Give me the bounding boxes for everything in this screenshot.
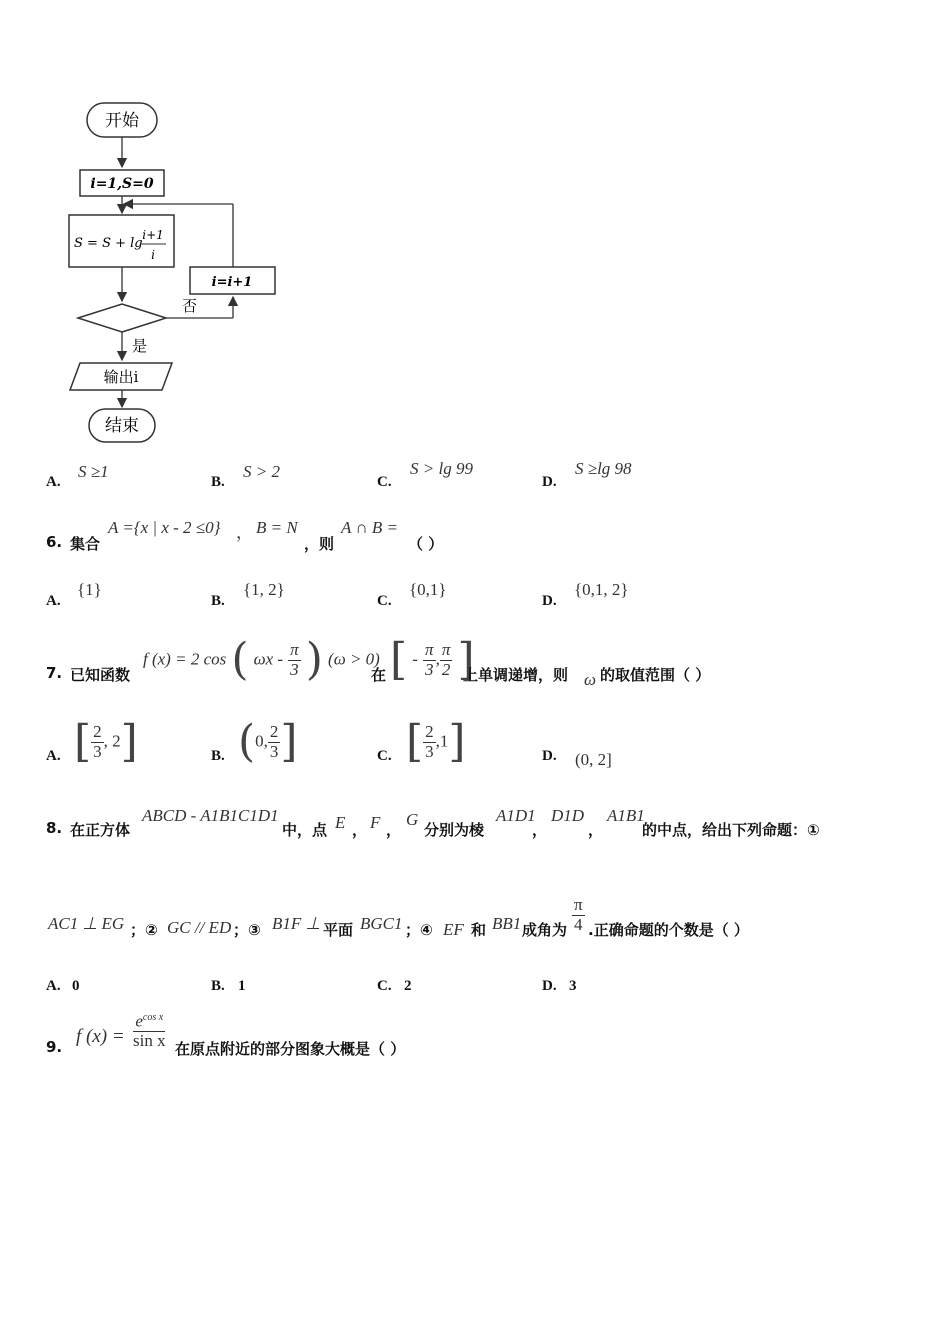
q8-semi1: ；② (130, 921, 158, 939)
q7-prefix: 已知函数 (70, 666, 131, 684)
q8-line1-d: 的中点，给出下列命题：① (642, 821, 820, 839)
q7-d-label: D. (542, 748, 557, 764)
q7-pi: π (290, 639, 299, 659)
flowchart (60, 95, 290, 450)
q8-cube: ABCD - A1B1C1D1 (142, 806, 279, 825)
q8-pi: π (574, 895, 583, 914)
q6-number: 6. (46, 533, 63, 551)
q8-E: E (335, 813, 346, 832)
q6-mid: ，则 (304, 535, 335, 553)
q5-d-label: D. (542, 474, 557, 490)
increment-label: i=i+1 (211, 275, 253, 290)
q9-text: 在原点附近的部分图象大概是（ ） (175, 1040, 406, 1058)
q5-b-text: S > 2 (243, 462, 280, 481)
init-label: i=1,S=0 (90, 176, 154, 192)
q7-int-two: 2 (441, 659, 451, 679)
q8-F: F (370, 813, 381, 832)
q9-exp: cos x (142, 1012, 164, 1023)
q9-number: 9. (46, 1038, 63, 1056)
q6-setA: A ={x | x - 2 ≤0} (108, 518, 221, 537)
q5-a-text: S ≥1 (78, 462, 109, 481)
q8-pi-over-4 (572, 896, 585, 934)
q7-b-pre: 0, (255, 731, 268, 751)
q7-int-three: 3 (425, 659, 434, 679)
q8-a-text: 0 (72, 978, 80, 994)
q7-pi-over-3 (288, 641, 301, 679)
q8-semi3: ；④ (405, 921, 433, 939)
q7-int-pi2: π (441, 639, 451, 659)
q7-suffix2: 的取值范围（ ） (600, 666, 711, 684)
q8-p4a: EF (443, 920, 464, 939)
q7-suffix: 上单调递增，则 (463, 666, 569, 684)
output-label: 输出i (103, 368, 139, 386)
q6-d-label: D. (542, 593, 557, 609)
q7-c-label: C. (377, 748, 392, 764)
q6-b-text: {1, 2} (243, 580, 285, 599)
q6-expr: A ∩ B = (341, 518, 398, 537)
q7-func-left: f (x) = 2 cos (143, 649, 227, 669)
q8-four: 4 (574, 914, 583, 934)
process-label: S = S + lg (74, 236, 143, 251)
q8-p3a: B1F ⊥ (272, 914, 321, 933)
q7-func-inner: ωx - (253, 649, 284, 669)
q6-paren: （ ） (408, 535, 444, 553)
q7-neg-pi-over-3 (423, 641, 436, 679)
q7-rbracket: ] (457, 634, 475, 685)
q8-b-label: B. (211, 978, 225, 994)
q7-number: 7. (46, 664, 63, 682)
q7-omega: ω (584, 670, 597, 689)
q7-a-num: 2 (93, 721, 102, 741)
q8-number: 8. (46, 819, 63, 837)
q8-plane: 平面 (323, 921, 354, 939)
q7-c-num: 2 (425, 721, 434, 741)
q8-p2: GC // ED (167, 918, 232, 937)
q7-b-num: 2 (269, 721, 279, 741)
q8-c-text: 2 (404, 978, 412, 994)
q5-a-label: A. (46, 474, 61, 490)
q7-lparen: ( (231, 634, 249, 685)
q6-b-label: B. (211, 593, 225, 609)
process-den: i (151, 248, 155, 262)
q9-func: f (x) = (76, 1026, 125, 1047)
q8-c-label: C. (377, 978, 392, 994)
q8-edge3: A1B1 (607, 806, 645, 825)
q5-c-text: S > lg 99 (410, 459, 473, 478)
end-label: 结束 (105, 416, 139, 436)
q8-d-label: D. (542, 978, 557, 994)
q7-a-text: [ $\frac{2}{3}$ , 2] (74, 716, 138, 767)
q7-b-text: (0, $\frac{2}{3}$ ] (238, 716, 298, 767)
q7-mid: 在 (371, 666, 387, 684)
q8-angle: 成角为 (522, 921, 568, 939)
q7-d-text: (0, 2] (575, 750, 612, 769)
start-label: 开始 (105, 111, 139, 131)
q8-sep1: ， (352, 821, 368, 839)
q9-fraction (131, 1012, 168, 1051)
q6-a-text: {1} (77, 580, 102, 599)
q6-prefix: 集合 (70, 535, 101, 553)
q8-tail: .正确命题的个数是（ ） (588, 921, 749, 939)
q8-edge2: D1D (551, 806, 585, 825)
q8-a-label: A. (46, 978, 61, 994)
q7-a-label: A. (46, 748, 61, 764)
q6-d-text: {0,1, 2} (574, 580, 629, 599)
q9-num: e (135, 1011, 143, 1031)
q7-three: 3 (290, 659, 299, 679)
q7-int-pi1: π (425, 639, 434, 659)
q8-semi2: ；③ (233, 921, 261, 939)
q8-p4b: BB1 (492, 914, 522, 933)
q6-c-text: {0,1} (409, 580, 447, 599)
q7-b-label: B. (211, 748, 225, 764)
q8-and: 和 (471, 921, 487, 939)
q8-p1: AC1 ⊥ EG (48, 914, 125, 933)
q7-lbracket: [ (390, 634, 408, 685)
process-num: i+1 (142, 228, 164, 242)
q7-a-rest: , 2 (103, 731, 121, 751)
q7-c-den: 3 (425, 741, 434, 761)
q8-sep2: ， (386, 821, 402, 839)
q7-rparen: ) (305, 634, 323, 685)
q8-line1-b: 中，点 (282, 821, 328, 839)
q8-G: G (406, 810, 419, 829)
q5-c-label: C. (377, 474, 392, 490)
no-label: 否 (182, 297, 198, 315)
q7-cond: (ω > 0) (328, 649, 380, 669)
q6-setB: B = N (256, 518, 298, 537)
q7-c-rest: ,1 (435, 731, 449, 751)
q7-a-den: 3 (93, 741, 102, 761)
q7-pi-over-2 (440, 641, 453, 679)
q8-line1-a: 在正方体 (70, 821, 131, 839)
q8-line1-c: 分别为棱 (424, 821, 485, 839)
q5-d-text: S ≥lg 98 (575, 459, 632, 478)
q8-b-text: 1 (238, 978, 246, 994)
q5-b-label: B. (211, 474, 225, 490)
q8-sep4: ， (588, 821, 604, 839)
q6-comma: ， (236, 523, 253, 542)
q6-c-label: C. (377, 593, 392, 609)
q8-edge1: A1D1 (496, 806, 536, 825)
q7-interval: [ - $\frac{\pi}{3}$ , $\frac{\pi}{2}$ ] (390, 634, 475, 685)
q7-function (143, 634, 380, 685)
decision-node (78, 304, 166, 332)
q9-den: sin x (133, 1031, 166, 1051)
yes-label: 是 (132, 337, 148, 355)
q7-b-den: 3 (269, 741, 279, 761)
q8-p3b: BGC1 (360, 914, 403, 933)
q6-a-label: A. (46, 593, 61, 609)
q8-d-text: 3 (569, 978, 577, 994)
q7-neg: - (412, 649, 418, 669)
q8-sep3: ， (532, 821, 548, 839)
q7-c-text: [ $\frac{2}{3}$ ,1] (406, 716, 466, 767)
